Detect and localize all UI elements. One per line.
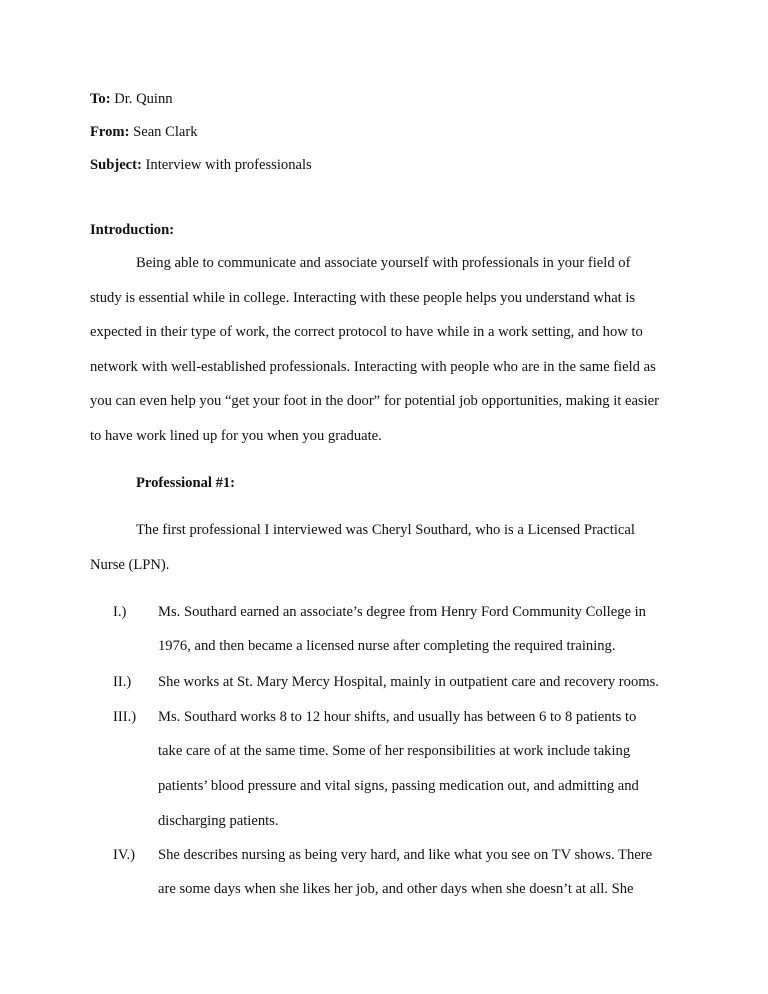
professional-heading: Professional #1: bbox=[136, 475, 236, 491]
list-item-number: III.) bbox=[113, 709, 137, 725]
list-item-line: Ms. Southard works 8 to 12 hour shifts, and usually has between 6 to 8 patients to bbox=[158, 709, 637, 725]
professional-intro-line: Nurse (LPN). bbox=[90, 557, 170, 573]
list-item-number: I.) bbox=[113, 604, 127, 620]
memo-from-value: Sean Clark bbox=[129, 124, 198, 140]
list-item-line: discharging patients. bbox=[158, 813, 279, 829]
list-item-line: are some days when she likes her job, and other days when she doesn’t at all. She bbox=[158, 881, 634, 897]
memo-subject-value: Interview with professionals bbox=[141, 157, 312, 173]
introduction-line: you can even help you “get your foot in the door” for potential job opportunities, making it easier bbox=[90, 393, 660, 409]
introduction-line: network with well-established professionals. Interacting with people who are in the same field as bbox=[90, 359, 656, 375]
memo-from-label: From: bbox=[90, 124, 130, 140]
memo-from-line bbox=[90, 123, 198, 141]
introduction-heading: Introduction: bbox=[90, 222, 175, 238]
introduction-line: Being able to communicate and associate yourself with professionals in your field of bbox=[136, 255, 631, 271]
introduction-line: expected in their type of work, the correct protocol to have while in a work setting, and how to bbox=[90, 324, 643, 340]
memo-to-value: Dr. Quinn bbox=[110, 91, 173, 107]
list-item-number: IV.) bbox=[113, 847, 136, 863]
list-item-line: Ms. Southard earned an associate’s degree from Henry Ford Community College in bbox=[158, 604, 646, 620]
list-item-line: patients’ blood pressure and vital signs, passing medication out, and admitting and bbox=[158, 778, 639, 794]
list-item-line: 1976, and then became a licensed nurse after completing the required training. bbox=[158, 638, 616, 654]
memo-to-line bbox=[90, 90, 173, 108]
list-item-line: take care of at the same time. Some of her responsibilities at work include taking bbox=[158, 743, 631, 759]
memo-subject-line bbox=[90, 156, 312, 174]
introduction-line: to have work lined up for you when you graduate. bbox=[90, 428, 382, 444]
list-item-line: She describes nursing as being very hard, and like what you see on TV shows. There bbox=[158, 847, 653, 863]
professional-intro-line: The first professional I interviewed was Cheryl Southard, who is a Licensed Practical bbox=[136, 522, 635, 538]
list-item-number: II.) bbox=[113, 674, 132, 690]
memo-subject-label: Subject: bbox=[90, 157, 142, 173]
introduction-line: study is essential while in college. Interacting with these people helps you understand what is bbox=[90, 290, 636, 306]
list-item-line: She works at St. Mary Mercy Hospital, mainly in outpatient care and recovery rooms. bbox=[158, 674, 659, 690]
memo-to-label: To: bbox=[90, 91, 111, 107]
